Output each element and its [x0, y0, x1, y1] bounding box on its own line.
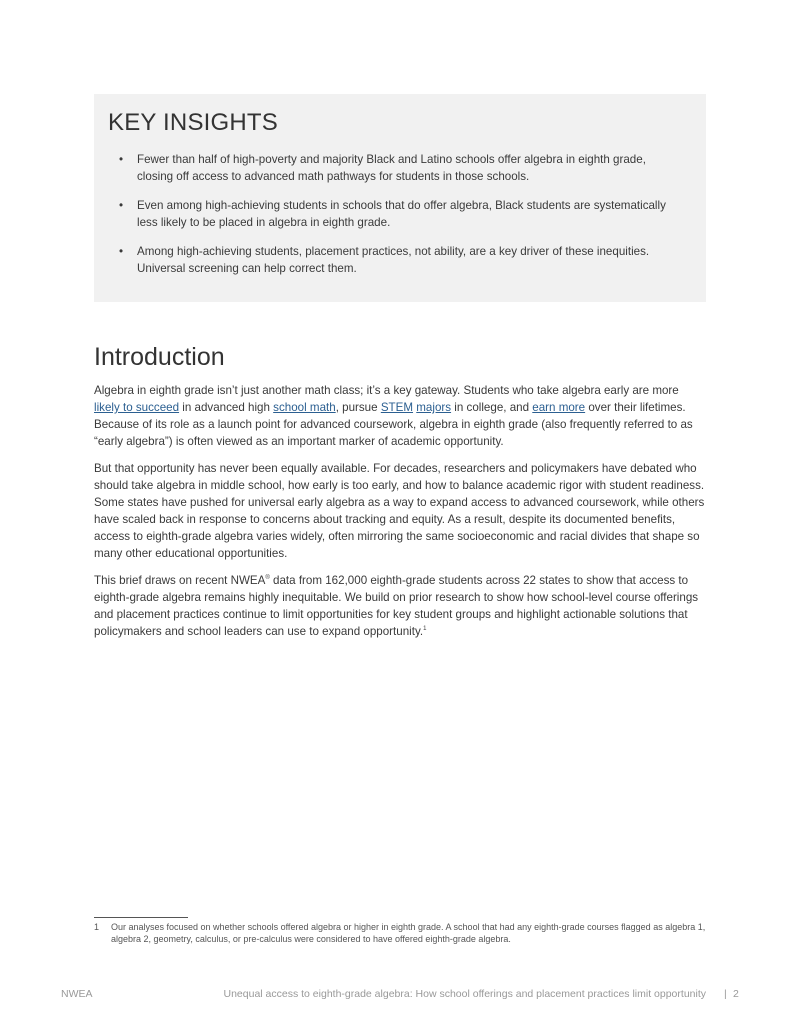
bullet-icon: • [119, 153, 124, 166]
key-insights-list [108, 151, 666, 277]
bullet-icon: • [119, 245, 124, 258]
key-insight-text: Fewer than half of high-poverty and majority Black and Latino schools offer algebra in eighth grade, closing off access to advanced math pathways for students in those schools. [137, 153, 646, 183]
page-number: 2 [733, 988, 739, 1000]
bullet-icon: • [119, 199, 124, 212]
paragraph-text: This brief draws on recent NWEA [94, 574, 266, 587]
intro-paragraph-3 [94, 572, 706, 640]
footer-brand: NWEA [61, 988, 93, 1000]
paragraph-text: , pursue [335, 401, 381, 414]
footnote [94, 921, 706, 945]
footnote-text: Our analyses focused on whether schools offered algebra or higher in eighth grade. A school that had any eighth-grade courses flagged as algebra 1, algebra 2, geometry, calculus, or pre-calculus were considered to have offered eighth-grade algebra. [111, 922, 706, 944]
link-likely-to-succeed[interactable]: likely to succeed [94, 401, 180, 414]
link-majors[interactable]: majors [416, 401, 452, 414]
key-insight-item [108, 243, 666, 277]
introduction-heading: Introduction [94, 343, 225, 371]
key-insight-text: Even among high-achieving students in schools that do offer algebra, Black students are systematically less likely to be placed in algebra in eighth grade. [137, 199, 666, 229]
intro-paragraph-2: But that opportunity has never been equally available. For decades, researchers and policymakers have debated who should take algebra in middle school, how early is too early, and how to balance academic rigor with student readiness. Some states have pushed for universal early algebra as a way to expand access to advanced coursework, while others have scaled back in response to concerns about tracking and equity. As a result, despite its documented benefits, access to eighth-grade algebra varies widely, often mirroring the same socioeconomic and racial divides that shape so many other educational opportunities. [94, 462, 705, 560]
paragraph-text: data from 162,000 eighth-grade students across 22 states to show that access to eighth-grade algebra remains highly inequitable. We build on prior research to show how school-level course offerings and placement practices continue to limit opportunities for key student groups and highlight actionable solutions that policymakers and school leaders can use to expand opportunity. [94, 574, 699, 638]
registered-mark: ® [265, 575, 270, 582]
intro-paragraph-1 [94, 382, 706, 450]
paragraph-text: in advanced high [179, 401, 274, 414]
paragraph-text: over their lifetimes. Because of its role as a launch point for advanced coursework, algebra in eighth grade (also frequently referred to as “early algebra”) is often viewed as an important marker of academic opportunity. [94, 401, 693, 448]
footer-separator: | [724, 988, 727, 1000]
footnote-ref[interactable]: 1 [423, 626, 427, 633]
link-stem[interactable]: STEM [380, 401, 414, 414]
link-school-math[interactable]: school math [273, 401, 336, 414]
key-insights-box [94, 94, 706, 302]
key-insights-title: KEY INSIGHTS [108, 109, 279, 136]
footer-document-title: Unequal access to eighth-grade algebra: How school offerings and placement practices limit opportunity [223, 988, 706, 1000]
key-insight-text: Among high-achieving students, placement practices, not ability, are a key driver of these inequities. Universal screening can help correct them. [137, 245, 650, 275]
key-insight-item [108, 197, 666, 231]
footnote-divider [94, 917, 188, 918]
paragraph-text: Algebra in eighth grade isn’t just another math class; it’s a key gateway. Students who take algebra early are more [94, 384, 679, 397]
key-insight-item [108, 151, 666, 185]
footnote-number: 1 [94, 922, 100, 932]
paragraph-text: in college, and [451, 401, 533, 414]
introduction-section [94, 341, 706, 650]
link-earn-more[interactable]: earn more [532, 401, 586, 414]
